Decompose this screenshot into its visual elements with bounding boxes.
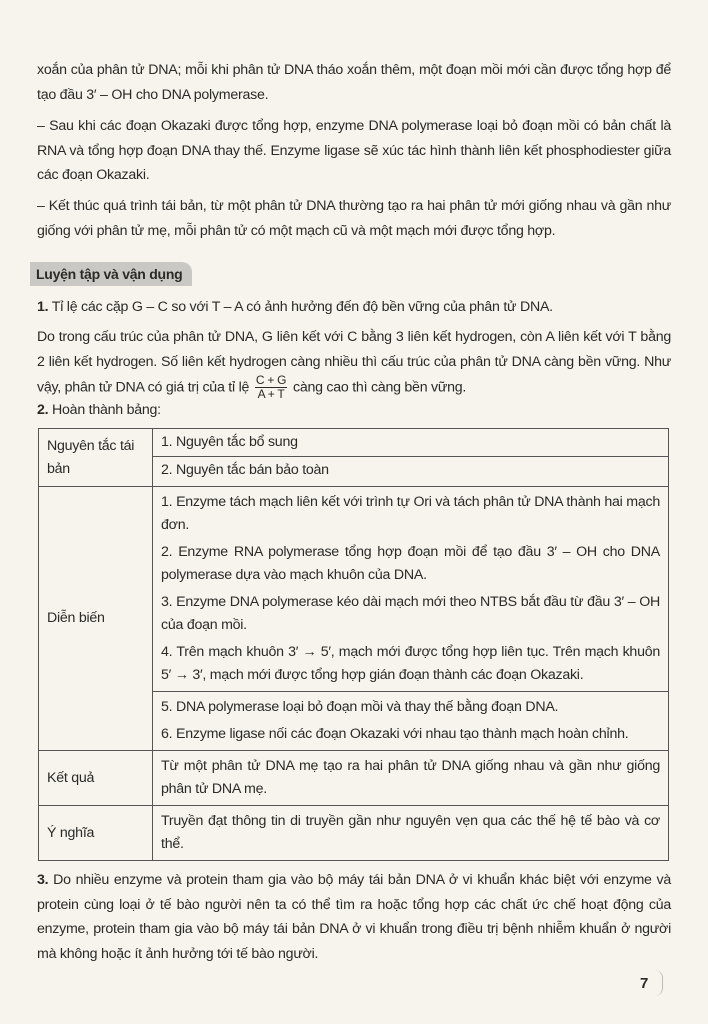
question-3 — [37, 868, 671, 966]
question-number: 2. — [37, 402, 49, 418]
answer-1 — [37, 325, 671, 401]
question-text: Hoàn thành bảng: — [52, 402, 161, 418]
question-number: 3. — [37, 872, 49, 888]
answer-text: càng cao thì càng bền vững. — [292, 379, 467, 396]
list-item: 2. Nguyên tắc bán bảo toàn — [161, 462, 329, 478]
row-content — [153, 429, 669, 487]
replication-table — [38, 428, 669, 861]
intro-paragraph: – Kết thúc quá trình tái bản, từ một phân tử DNA thường tạo ra hai phân tử mới giống nhau và gần như giống với phân tử mẹ, mỗi phân tử có một mạch cũ và một mạch mới được tổng hợp. — [37, 198, 671, 239]
fraction-numerator: C + G — [255, 373, 287, 387]
table-row — [39, 429, 669, 487]
intro-paragraph: – Sau khi các đoạn Okazaki được tổng hợp, enzyme DNA polymerase loại bỏ đoạn mồi có bản chất là RNA và tổng hợp đoạn DNA thay thế. Enzyme ligase sẽ xúc tác hình thành liên kết phosphodiester giữa các đoạn Okazaki. — [37, 118, 671, 183]
row-label: Diễn biến — [39, 487, 153, 751]
list-item: 6. Enzyme ligase nối các đoạn Okazaki với nhau tạo thành mạch hoàn chỉnh. — [161, 726, 629, 742]
list-item: 1. Enzyme tách mạch liên kết với trình tự Ori và tách phân tử DNA thành hai mạch đơn. — [161, 494, 660, 533]
page-number: 7 — [640, 975, 649, 992]
row-label: Ý nghĩa — [39, 806, 153, 861]
list-item: 1. Nguyên tắc bổ sung — [153, 429, 668, 457]
question-text: Tỉ lệ các cặp G – C so với T – A có ảnh hưởng đến độ bền vững của phân tử DNA. — [51, 299, 553, 315]
row-content: Từ một phân tử DNA mẹ tạo ra hai phân tử DNA giống nhau và gần như giống phân tử DNA mẹ. — [153, 751, 669, 806]
list-item: 4. Trên mạch khuôn 3′ → 5′, mạch mới được tổng hợp liên tục. Trên mạch khuôn 5′ → 3′, mạch mới được tổng hợp gián đoạn thành các đoạn Okazaki. — [161, 644, 660, 683]
row-content — [153, 692, 669, 751]
page-number-bracket — [654, 970, 663, 996]
fraction-denominator: A + T — [257, 387, 285, 401]
answer-text: Do trong cấu trúc của phân tử DNA, G liên kết với C bằng 3 liên kết hydrogen, còn A liên kết với T bằng 2 liên kết hydrogen. Số liên kết hydrogen càng nhiều thì cấu trúc của phân tử DNA càng bền vững. Như vậy, phân tử DNA có giá trị của tỉ lệ — [37, 329, 671, 396]
row-label: Kết quả — [39, 751, 153, 806]
row-content — [153, 487, 669, 692]
list-item: 5. DNA polymerase loại bỏ đoạn mồi và thay thế bằng đoạn DNA. — [161, 699, 559, 715]
row-label: Nguyên tắc tái bản — [39, 429, 153, 487]
intro-paragraph: xoắn của phân tử DNA; mỗi khi phân tử DNA tháo xoắn thêm, một đoạn mồi mới cần được tổng hợp để tạo đầu 3′ – OH cho DNA polymerase. — [37, 62, 671, 103]
question-text: Do nhiều enzyme và protein tham gia vào bộ máy tái bản DNA ở vi khuẩn khác biệt với enzyme và protein cùng loại ở tế bào người nên ta có thể tìm ra hoặc tổng hợp các chất ức chế hoạt động của enzyme, protein tham gia vào bộ máy tái bản DNA ở vi khuẩn trong điều trị bệnh nhiễm khuẩn ở người mà không hoặc ít ảnh hưởng tới tế bào người. — [37, 872, 671, 962]
question-number: 1. — [37, 299, 49, 315]
list-item: 2. Enzyme RNA polymerase tổng hợp đoạn mồi để tạo đầu 3′ – OH cho DNA polymerase dựa vào mạch khuôn của DNA. — [161, 544, 660, 583]
ratio-fraction — [255, 374, 287, 401]
list-item: 3. Enzyme DNA polymerase kéo dài mạch mới theo NTBS bắt đầu từ đầu 3′ – OH của đoạn mồi. — [161, 594, 660, 633]
row-content: Truyền đạt thông tin di truyền gần như nguyên vẹn qua các thế hệ tế bào và cơ thể. — [153, 806, 669, 861]
question-1 — [37, 295, 671, 320]
table-row — [39, 487, 669, 692]
table-row — [39, 751, 669, 806]
table-row — [39, 806, 669, 861]
question-2 — [37, 398, 671, 423]
section-heading: Luyện tập và vận dụng — [30, 262, 192, 286]
